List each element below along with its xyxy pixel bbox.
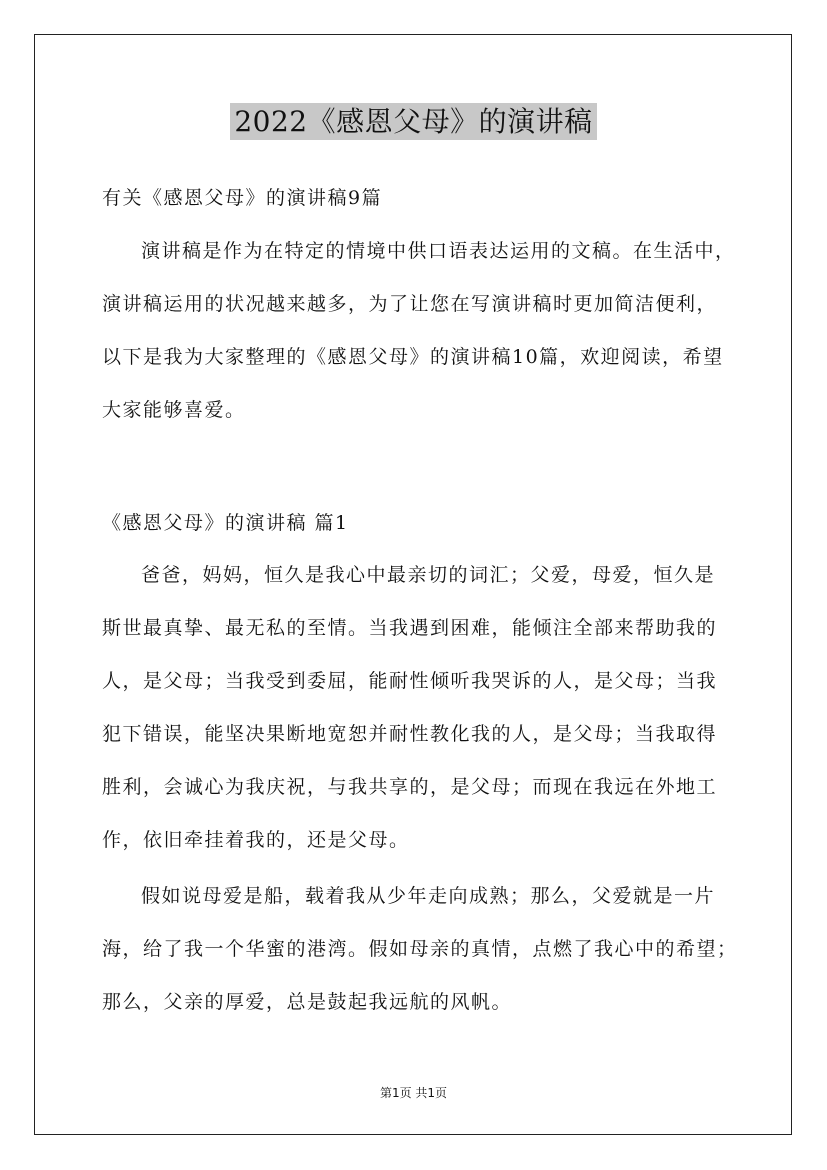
paragraph-line: 作，依旧牵挂着我的，还是父母。 [102, 829, 410, 851]
subtitle: 有关《感恩父母》的演讲稿9篇 [102, 187, 383, 209]
paragraph-line: 斯世最真挚、最无私的至情。当我遇到困难，能倾注全部来帮助我的 [102, 617, 718, 639]
document-title-container [0, 100, 827, 140]
paragraph-line: 爸爸，妈妈，恒久是我心中最亲切的词汇；父爱，母爱，恒久是 [141, 564, 716, 586]
document-title: 2022《感恩父母》的演讲稿 [230, 103, 596, 140]
intro-line: 大家能够喜爱。 [102, 399, 246, 421]
paragraph-line: 人，是父母；当我受到委屈，能耐性倾听我哭诉的人，是父母；当我 [102, 670, 718, 692]
paragraph-line: 那么，父亲的厚爱，总是鼓起我远航的风帆。 [102, 991, 513, 1013]
intro-line: 演讲稿是作为在特定的情境中供口语表达运用的文稿。在生活中， [141, 240, 736, 262]
paragraph-line: 假如说母爱是船，载着我从少年走向成熟；那么，父爱就是一片 [141, 885, 716, 907]
page-footer: 第1页 共1页 [379, 1086, 448, 1100]
section-heading: 《感恩父母》的演讲稿 篇1 [102, 512, 349, 534]
intro-line: 演讲稿运用的状况越来越多，为了让您在写演讲稿时更加简洁便利， [102, 293, 718, 315]
paragraph-line: 犯下错误，能坚决果断地宽恕并耐性教化我的人，是父母；当我取得 [102, 723, 718, 745]
intro-line: 以下是我为大家整理的《感恩父母》的演讲稿10篇，欢迎阅读，希望 [102, 346, 724, 368]
paragraph-line: 海，给了我一个华蜜的港湾。假如母亲的真情，点燃了我心中的希望； [102, 938, 738, 960]
paragraph-line: 胜利，会诚心为我庆祝，与我共享的，是父母；而现在我远在外地工 [102, 776, 718, 798]
